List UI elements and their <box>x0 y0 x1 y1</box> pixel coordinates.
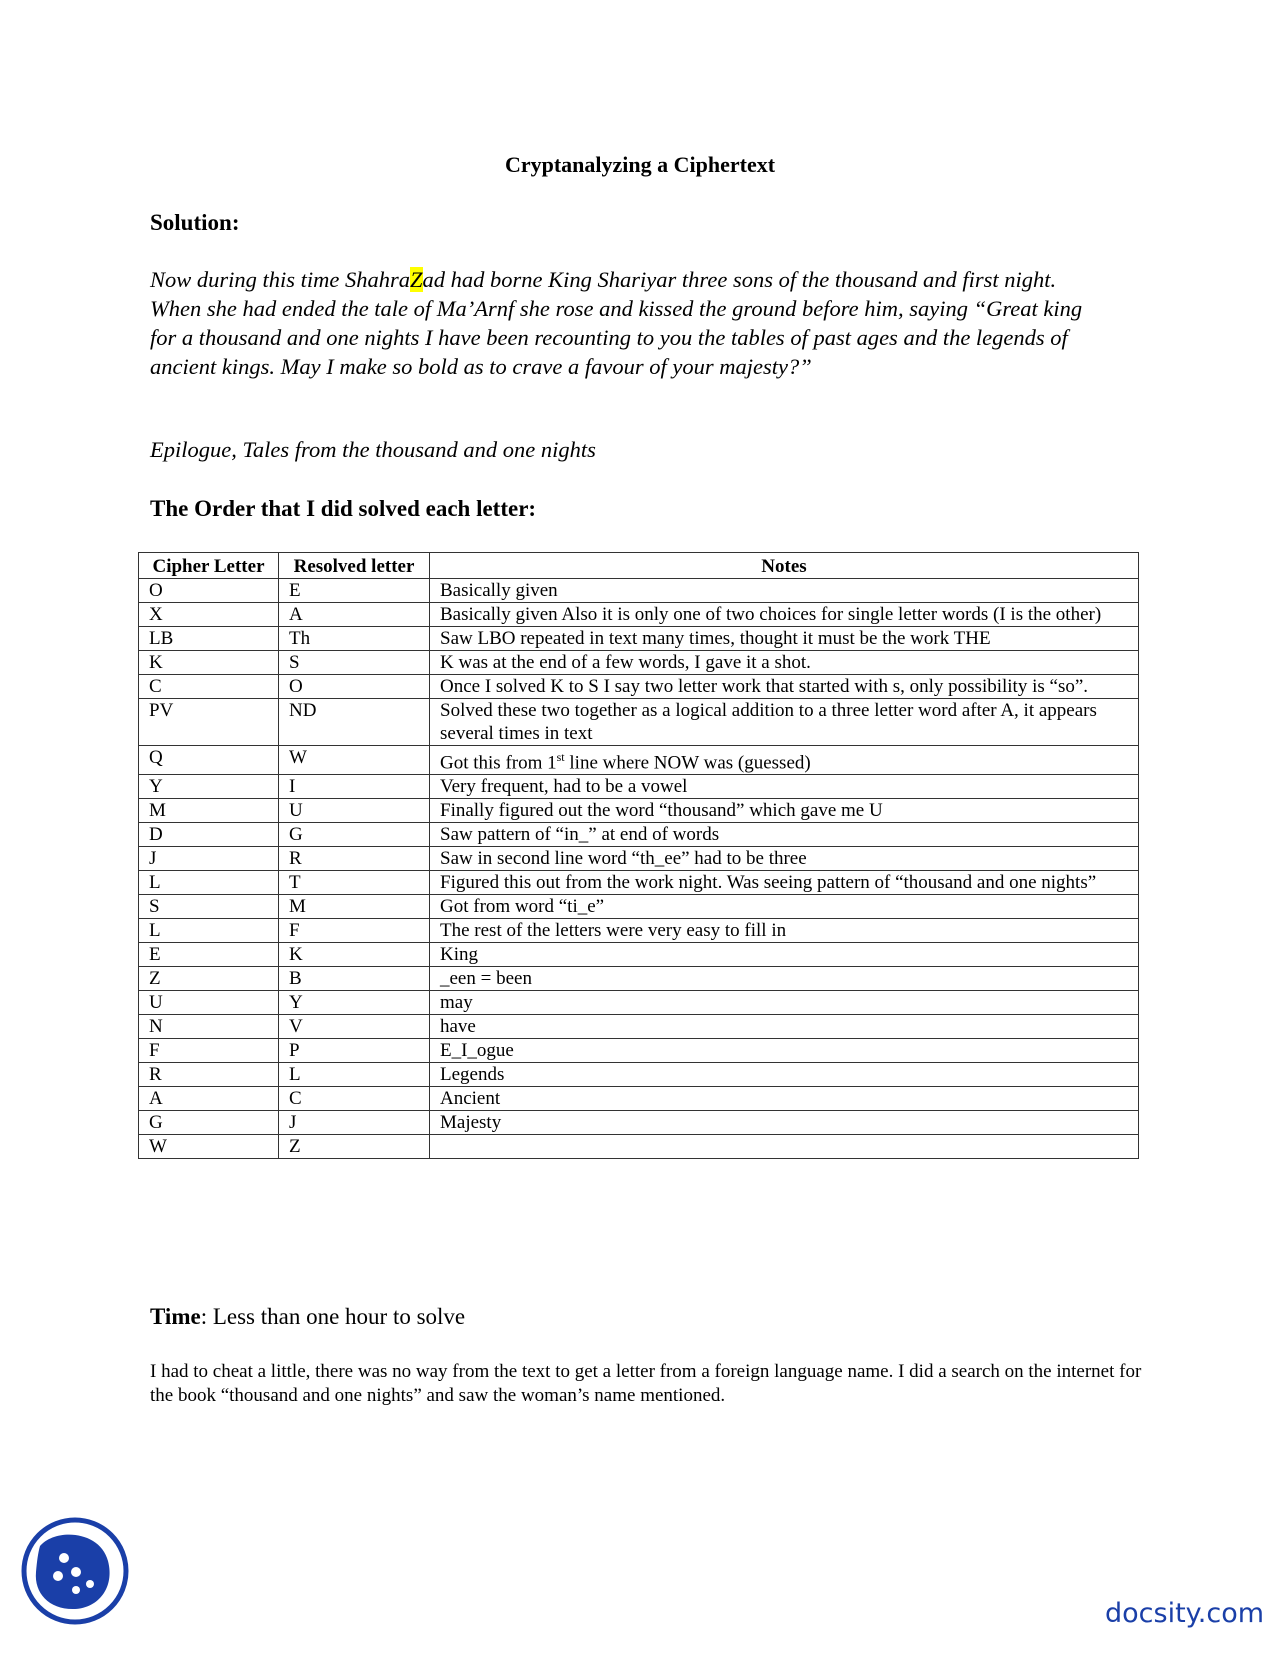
column-header-cipher: Cipher Letter <box>139 553 279 579</box>
table-row <box>139 1063 1139 1087</box>
resolved-letter-cell: T <box>279 871 430 895</box>
table-row <box>139 1135 1139 1159</box>
resolved-letter-cell: L <box>279 1063 430 1087</box>
notes-cell <box>430 746 1139 775</box>
cipher-letter-cell: Y <box>139 775 279 799</box>
solution-heading: Solution: <box>150 210 240 235</box>
notes-cell: Legends <box>430 1063 1139 1087</box>
cipher-letter-cell: D <box>139 823 279 847</box>
table-row <box>139 991 1139 1015</box>
quote-attribution: Epilogue, Tales from the thousand and one nights <box>150 437 596 462</box>
notes-text: Got this from 1 <box>440 752 557 774</box>
time-label: Time <box>150 1304 201 1329</box>
notes-cell: _een = been <box>430 967 1139 991</box>
table-row <box>139 746 1139 775</box>
docsity-logo-icon <box>20 1516 130 1626</box>
resolved-letter-cell: G <box>279 823 430 847</box>
notes-text: line where NOW was (guessed) <box>564 752 811 774</box>
notes-cell: K was at the end of a few words, I gave it a shot. <box>430 651 1139 675</box>
notes-cell: have <box>430 1015 1139 1039</box>
notes-cell: Saw in second line word “th_ee” had to be three <box>430 847 1139 871</box>
notes-cell: Finally figured out the word “thousand” which gave me U <box>430 799 1139 823</box>
cipher-table <box>138 552 1139 1159</box>
resolved-letter-cell: S <box>279 651 430 675</box>
table-row <box>139 579 1139 603</box>
table-row <box>139 627 1139 651</box>
notes-cell: Ancient <box>430 1087 1139 1111</box>
quote-text-after: ad had borne King Shariyar three sons of the thousand and first night. When she had ended the tale of Ma’Arnf she rose and kissed the ground before him, saying “Great king for a thousand and one nights I have been recounting to you the tables of past ages and the legends of ancient kings. May I make so bold as to crave a favour of your majesty?” <box>150 267 1083 379</box>
resolved-letter-cell: E <box>279 579 430 603</box>
brand-name: docsity.com <box>1105 1598 1265 1629</box>
cipher-letter-cell: J <box>139 847 279 871</box>
resolved-letter-cell: P <box>279 1039 430 1063</box>
notes-cell: Once I solved K to S I say two letter work that started with s, only possibility is “so”. <box>430 675 1139 699</box>
resolved-letter-cell: Z <box>279 1135 430 1159</box>
table-header-row <box>139 553 1139 579</box>
notes-cell: Solved these two together as a logical addition to a three letter word after A, it appears several times in text <box>430 699 1139 746</box>
notes-cell: The rest of the letters were very easy to fill in <box>430 919 1139 943</box>
column-header-notes: Notes <box>430 553 1139 579</box>
table-row <box>139 1015 1139 1039</box>
notes-cell: Got from word “ti_e” <box>430 895 1139 919</box>
cipher-letter-cell: K <box>139 651 279 675</box>
cipher-letter-cell: S <box>139 895 279 919</box>
closing-note: I had to cheat a little, there was no way from the text to get a letter from a foreign language name. I did a search on the internet for the book “thousand and one nights” and saw the woman’s name mentioned. <box>150 1361 1142 1406</box>
cipher-letter-cell: A <box>139 1087 279 1111</box>
cipher-letter-cell: X <box>139 603 279 627</box>
resolved-letter-cell: Th <box>279 627 430 651</box>
time-line: Time: Less than one hour to solve <box>150 1304 466 1329</box>
table-row <box>139 699 1139 746</box>
table-row <box>139 967 1139 991</box>
notes-cell: Basically given Also it is only one of two choices for single letter words (I is the other) <box>430 603 1139 627</box>
column-header-resolved: Resolved letter <box>279 553 430 579</box>
resolved-letter-cell: R <box>279 847 430 871</box>
table-row <box>139 603 1139 627</box>
table-row <box>139 799 1139 823</box>
notes-cell: King <box>430 943 1139 967</box>
resolved-letter-cell: F <box>279 919 430 943</box>
resolved-letter-cell: I <box>279 775 430 799</box>
cipher-letter-cell: O <box>139 579 279 603</box>
resolved-letter-cell: O <box>279 675 430 699</box>
page-title: Cryptanalyzing a Ciphertext <box>504 152 776 177</box>
table-row <box>139 919 1139 943</box>
notes-cell: Figured this out from the work night. Was seeing pattern of “thousand and one nights” <box>430 871 1139 895</box>
resolved-letter-cell: C <box>279 1087 430 1111</box>
cipher-letter-cell: L <box>139 871 279 895</box>
cipher-letter-cell: N <box>139 1015 279 1039</box>
notes-cell: Saw pattern of “in_” at end of words <box>430 823 1139 847</box>
notes-cell: Saw LBO repeated in text many times, thought it must be the work THE <box>430 627 1139 651</box>
table-row <box>139 847 1139 871</box>
resolved-letter-cell: V <box>279 1015 430 1039</box>
cipher-letter-cell: M <box>139 799 279 823</box>
time-value: Less than one hour to solve <box>212 1304 466 1329</box>
resolved-letter-cell: K <box>279 943 430 967</box>
resolved-letter-cell: U <box>279 799 430 823</box>
cipher-letter-cell: G <box>139 1111 279 1135</box>
plaintext-quote <box>150 265 1110 381</box>
resolved-letter-cell: W <box>279 746 430 775</box>
cipher-letter-cell: PV <box>139 699 279 746</box>
table-row <box>139 871 1139 895</box>
notes-cell: Very frequent, had to be a vowel <box>430 775 1139 799</box>
cipher-letter-cell: L <box>139 919 279 943</box>
resolved-letter-cell: M <box>279 895 430 919</box>
cipher-letter-cell: Q <box>139 746 279 775</box>
table-row <box>139 823 1139 847</box>
quote-text-before: Now during this time Shahra <box>150 267 411 292</box>
table-row <box>139 1111 1139 1135</box>
cipher-letter-cell: LB <box>139 627 279 651</box>
table-row <box>139 775 1139 799</box>
notes-cell: Basically given <box>430 579 1139 603</box>
notes-cell: E_I_ogue <box>430 1039 1139 1063</box>
cipher-letter-cell: U <box>139 991 279 1015</box>
table-row <box>139 675 1139 699</box>
resolved-letter-cell: A <box>279 603 430 627</box>
cipher-letter-cell: C <box>139 675 279 699</box>
order-heading: The Order that I did solved each letter: <box>150 496 537 521</box>
cipher-letter-cell: R <box>139 1063 279 1087</box>
resolved-letter-cell: Y <box>279 991 430 1015</box>
table-row <box>139 1039 1139 1063</box>
notes-cell <box>430 1135 1139 1159</box>
resolved-letter-cell: B <box>279 967 430 991</box>
resolved-letter-cell: ND <box>279 699 430 746</box>
notes-cell: may <box>430 991 1139 1015</box>
quote-highlight: Z <box>410 267 423 292</box>
notes-superscript: st <box>556 750 565 764</box>
table-row <box>139 943 1139 967</box>
cipher-letter-cell: Z <box>139 967 279 991</box>
table-row <box>139 1087 1139 1111</box>
table-row <box>139 895 1139 919</box>
cipher-letter-cell: F <box>139 1039 279 1063</box>
table-row <box>139 651 1139 675</box>
resolved-letter-cell: J <box>279 1111 430 1135</box>
cipher-letter-cell: E <box>139 943 279 967</box>
notes-cell: Majesty <box>430 1111 1139 1135</box>
cipher-letter-cell: W <box>139 1135 279 1159</box>
